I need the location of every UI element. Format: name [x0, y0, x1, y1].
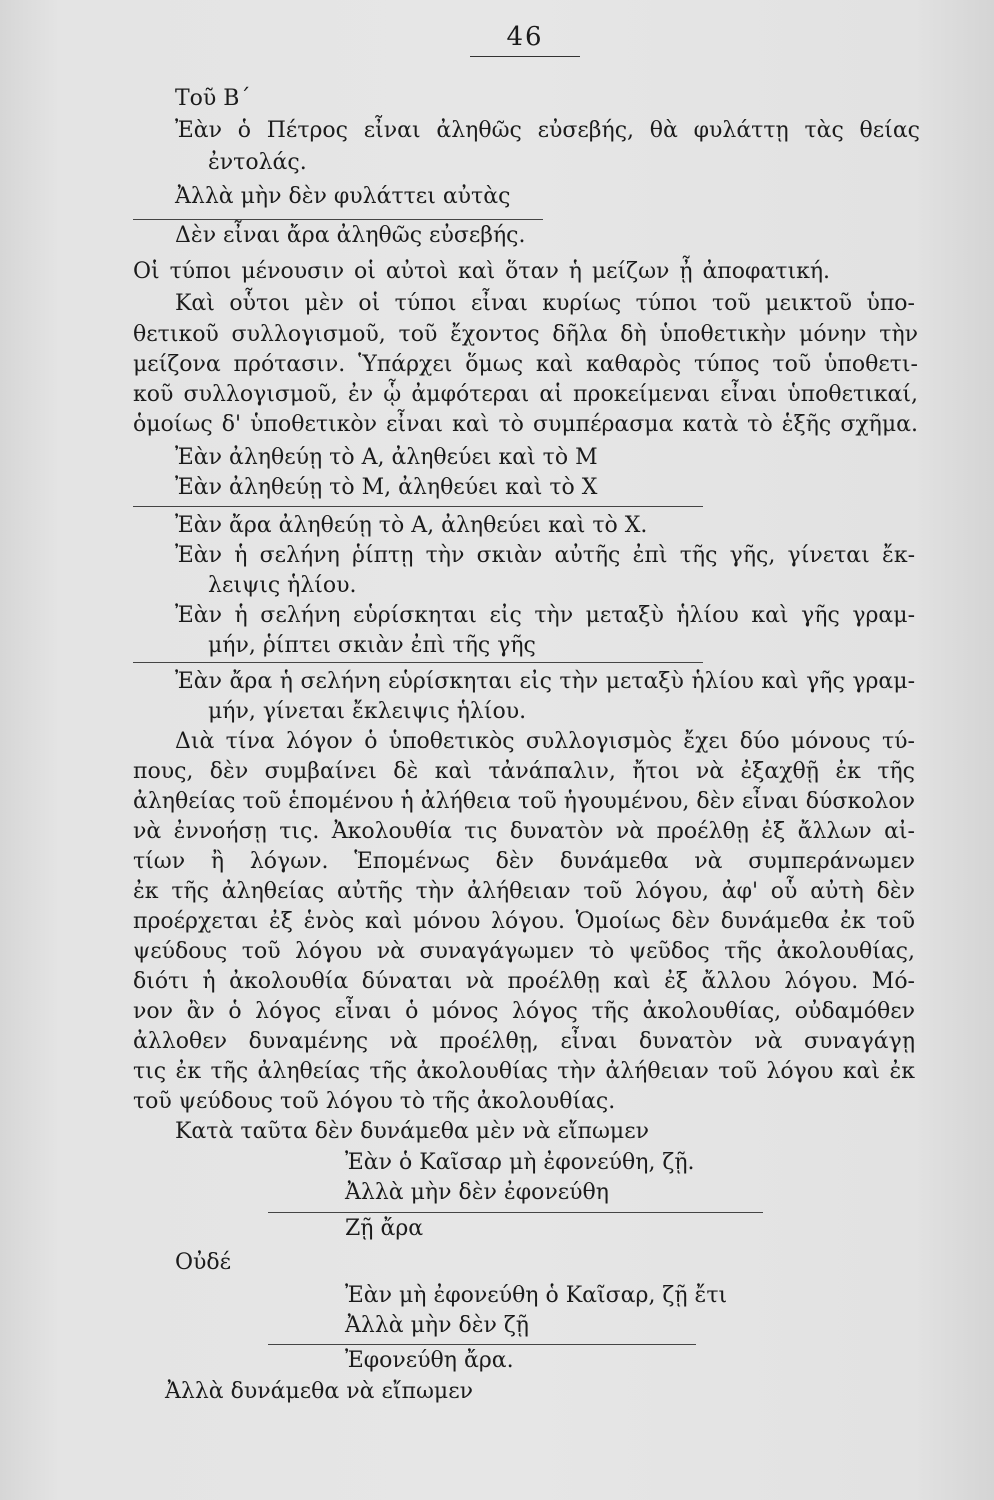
- text-line: Οὐδέ: [175, 1250, 232, 1275]
- text-line: Οἱ τύποι μένουσιν οἱ αὐτοὶ καὶ ὅταν ἡ μείζων ᾖ ἀποφατική.: [133, 259, 830, 284]
- text-line: μήν, ῥίπτει σκιὰν ἐπὶ τῆς γῆς: [208, 633, 536, 658]
- text-line: Ἐὰν ἄρα ἡ σελήνη εὑρίσκηται εἰς τὴν μεταξὺ ἡλίου καὶ γῆς γραμ-: [175, 669, 915, 694]
- text-line: Δὲν εἶναι ἄρα ἀληθῶς εὐσεβής.: [175, 223, 526, 248]
- text-line: Ἐὰν ἄρα ἀληθεύῃ τὸ Α, ἀληθεύει καὶ τὸ Χ.: [175, 513, 648, 538]
- text-line: νὰ ἐννοήσῃ τις. Ἀκολουθία τις δυνατὸν νὰ προέλθῃ ἐξ ἄλλων αἰ-: [133, 819, 915, 844]
- text-line: Ἀλλὰ δυνάμεθα νὰ εἴπωμεν: [165, 1379, 473, 1404]
- text-line: Ἀλλὰ μὴν δὲν φυλάττει αὐτὰς: [175, 184, 511, 209]
- text-line: προέρχεται ἐξ ἑνὸς καὶ μόνου λόγου. Ὁμοίως δὲν δυνάμεθα ἐκ τοῦ: [133, 909, 915, 934]
- text-line: Ἐὰν ἡ σελήνη εὑρίσκηται εἰς τὴν μεταξὺ ἡλίου καὶ γῆς γραμ-: [175, 603, 915, 628]
- text-line: ψεύδους τοῦ λόγου νὰ συναγάγωμεν τὸ ψεῦδος τῆς ἀκολουθίας,: [133, 939, 915, 964]
- text-line: Ἐὰν ἀληθεύῃ τὸ Α, ἀληθεύει καὶ τὸ Μ: [175, 445, 598, 470]
- section-heading: Τοῦ Β΄: [175, 86, 251, 111]
- syllogism-rule: [268, 1344, 696, 1345]
- syllogism-rule: [133, 219, 543, 220]
- text-line: κοῦ συλλογισμοῦ, ἐν ᾧ ἀμφότεραι αἱ προκείμεναι εἶναι ὑποθετικαί,: [133, 382, 918, 407]
- syllogism-rule: [268, 1212, 763, 1213]
- page-number-rule: [470, 56, 580, 57]
- text-line: τις ἐκ τῆς ἀληθείας τῆς ἀκολουθίας τὴν ἀλήθειαν τοῦ λόγου καὶ ἐκ: [133, 1059, 915, 1084]
- text-line: Ἐφονεύθη ἄρα.: [345, 1348, 514, 1373]
- page-number: 46: [506, 22, 544, 52]
- text-line: Κατὰ ταῦτα δὲν δυνάμεθα μὲν νὰ εἴπωμεν: [175, 1119, 649, 1144]
- text-line: ἀλλοθεν δυναμένης νὰ προέλθῃ, εἶναι δυνατὸν νὰ συναγάγῃ: [133, 1029, 915, 1054]
- text-line: διότι ἡ ἀκολουθία δύναται νὰ προέλθῃ καὶ ἐξ ἄλλου λόγου. Μό-: [133, 969, 915, 994]
- text-line: μείζονα πρότασιν. Ὑπάρχει ὅμως καὶ καθαρὸς τύπος τοῦ ὑποθετι-: [133, 352, 918, 377]
- text-line: Ζῇ ἄρα: [345, 1216, 424, 1241]
- text-line: τίων ἢ λόγων. Ἑπομένως δὲν δυνάμεθα νὰ συμπεράνωμεν: [133, 849, 915, 874]
- text-line: ἐκ τῆς ἀληθείας αὐτῆς τὴν ἀλήθειαν τοῦ λόγου, ἀφ' οὗ αὐτὴ δὲν: [133, 879, 915, 904]
- text-line: Ἀλλὰ μὴν δὲν ζῇ: [345, 1313, 529, 1338]
- text-line: Ἐὰν ὁ Καῖσαρ μὴ ἐφονεύθη, ζῇ.: [345, 1150, 695, 1175]
- text-line: μήν, γίνεται ἔκλειψις ἡλίου.: [208, 699, 527, 724]
- text-line: Ἐὰν ἡ σελήνη ῥίπτῃ τὴν σκιὰν αὐτῆς ἐπὶ τῆς γῆς, γίνεται ἔκ-: [175, 543, 915, 568]
- text-line: θετικοῦ συλλογισμοῦ, τοῦ ἔχοντος δῆλα δὴ ὑποθετικὴν μόνην τὴν: [133, 322, 918, 347]
- text-line: ὁμοίως δ' ὑποθετικὸν εἶναι καὶ τὸ συμπέρασμα κατὰ τὸ ἑξῆς σχῆμα.: [133, 412, 918, 437]
- text-line: νον ἂν ὁ λόγος εἶναι ὁ μόνος λόγος τῆς ἀκολουθίας, οὐδαμόθεν: [133, 999, 915, 1024]
- text-line: Καὶ οὗτοι μὲν οἱ τύποι εἶναι κυρίως τύποι τοῦ μεικτοῦ ὑπο-: [175, 291, 915, 316]
- text-line: ἐντολάς.: [208, 150, 307, 175]
- syllogism-rule: [133, 662, 703, 663]
- text-line: ἀληθείας τοῦ ἑπομένου ἡ ἀλήθεια τοῦ ἡγουμένου, δὲν εἶναι δύσκολον: [133, 789, 915, 814]
- text-line: τοῦ ψεύδους τοῦ λόγου τὸ τῆς ἀκολουθίας.: [133, 1089, 616, 1114]
- text-line: Ἐὰν μὴ ἐφονεύθη ὁ Καῖσαρ, ζῇ ἔτι: [345, 1283, 728, 1308]
- text-line: Διὰ τίνα λόγον ὁ ὑποθετικὸς συλλογισμὸς ἔχει δύο μόνους τύ-: [175, 729, 915, 754]
- text-line: Ἐὰν ἀληθεύῃ τὸ Μ, ἀληθεύει καὶ τὸ Χ: [175, 475, 598, 500]
- syllogism-rule: [133, 506, 703, 507]
- text-line: Ἀλλὰ μὴν δὲν ἐφονεύθη: [345, 1180, 609, 1205]
- text-line: λειψις ἡλίου.: [208, 573, 357, 598]
- text-line: πους, δὲν συμβαίνει δὲ καὶ τἀνάπαλιν, ἤτοι νὰ ἐξαχθῇ ἐκ τῆς: [133, 759, 915, 784]
- text-line: Ἐὰν ὁ Πέτρος εἶναι ἀληθῶς εὐσεβής, θὰ φυλάττῃ τὰς θείας: [175, 118, 920, 143]
